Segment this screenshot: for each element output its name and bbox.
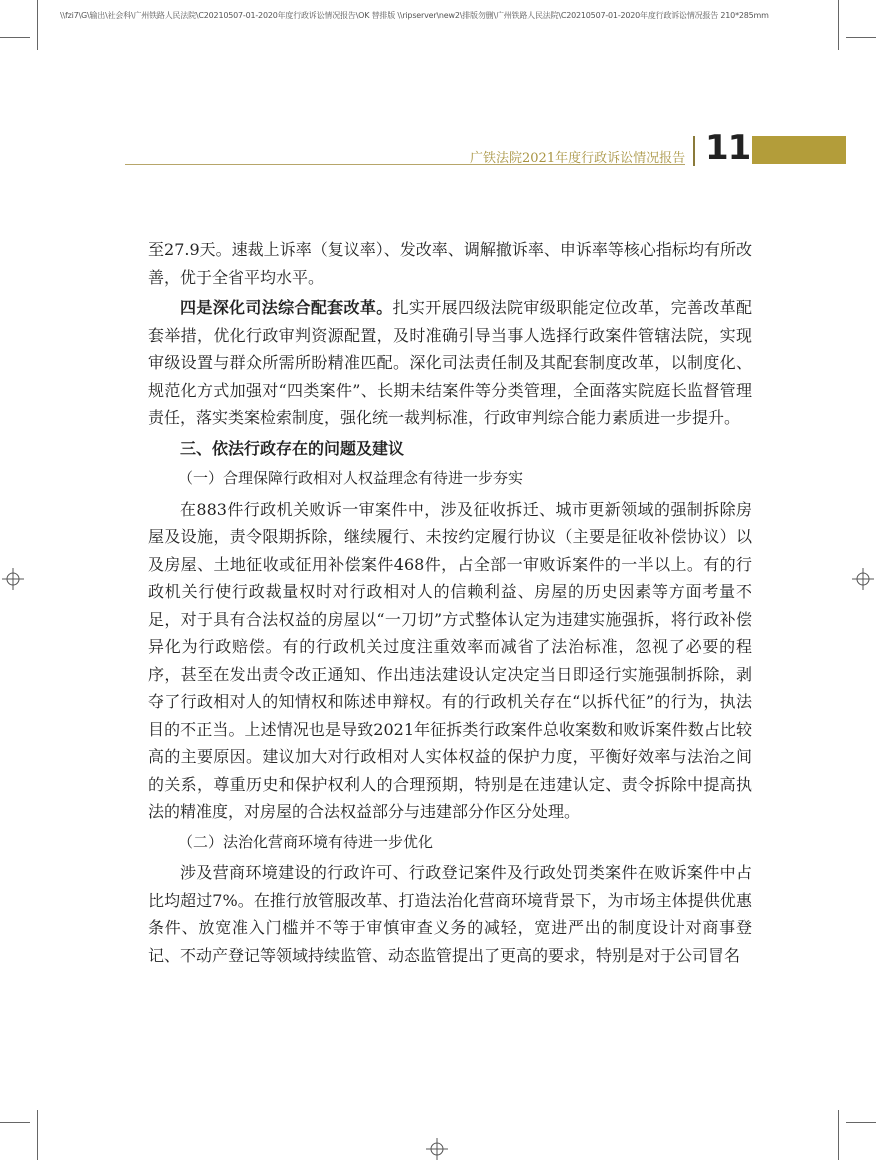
crop-mark [37, 0, 38, 50]
registration-mark-icon [2, 568, 24, 590]
header-color-block [752, 136, 846, 164]
crop-mark [0, 1122, 30, 1123]
registration-mark-icon [852, 568, 874, 590]
header-divider [693, 136, 695, 166]
body-text [148, 236, 752, 972]
crop-mark [838, 1110, 839, 1160]
paragraph [148, 294, 752, 432]
section-heading: 三、依法行政存在的问题及建议 [180, 438, 405, 458]
paragraph-lead: 四是深化司法综合配套改革。 [180, 298, 393, 317]
print-slug-line: \\fzi7\G\输出\社会科\广州铁路人民法院\C20210507-01-2020年度行政诉讼情况报告\OK 替排版 \\ripserver\new2\排版勿删\广州铁路人民法院\C20210507-01-2020年度行政诉讼情况报告 210*285mm [60, 11, 769, 20]
registration-mark-icon [426, 1138, 448, 1160]
subsection-heading: （一）合理保障行政相对人权益理念有待进一步夯实 [178, 469, 524, 487]
paragraph-body: 扎实开展四级法院审级职能定位改革，完善改革配套举措，优化行政审判资源配置，及时准确引导当事人选择行政案件管辖法院，实现审级设置与群众所需所盼精准匹配。深化司法责任制及其配套制度改革，以制度化、规范化方式加强对“四类案件”、长期未结案件等分类管理，全面落实院庭长监督管理责任，落实类案检索制度，强化统一裁判标准，行政审判综合能力素质进一步提升。 [148, 298, 752, 427]
crop-mark [846, 37, 876, 38]
crop-mark [37, 1110, 38, 1160]
crop-mark [0, 37, 30, 38]
paragraph: 涉及营商环境建设的行政许可、行政登记案件及行政处罚类案件在败诉案件中占比均超过7%。在推行放管服改革、打造法治化营商环境背景下，为市场主体提供优惠条件、放宽准入门槛并不等于审慎审查义务的减轻，宽进严出的制度设计对商事登记、不动产登记等领域持续监管、动态监管提出了更高的要求，特别是对于公司冒名 [148, 863, 752, 965]
crop-mark [846, 1122, 876, 1123]
crop-mark [838, 0, 839, 50]
paragraph: 至27.9天。速裁上诉率（复议率）、发改率、调解撤诉率、申诉率等核心指标均有所改善，优于全省平均水平。 [148, 240, 752, 287]
page-number: 11 [705, 128, 751, 168]
paragraph: 在883件行政机关败诉一审案件中，涉及征收拆迁、城市更新领域的强制拆除房屋及设施，责令限期拆除，继续履行、未按约定履行协议（主要是征收补偿协议）以及房屋、土地征收或征用补偿案件468件，占全部一审败诉案件的一半以上。有的行政机关行使行政裁量权时对行政相对人的信赖利益、房屋的历史因素等方面考量不足，对于具有合法权益的房屋以“一刀切”方式整体认定为违建实施强拆，将行政补偿异化为行政赔偿。有的行政机关过度注重效率而减省了法治标准，忽视了必要的程序，甚至在发出责令改正通知、作出违法建设认定决定当日即迳行实施强制拆除，剥夺了行政相对人的知情权和陈述申辩权。有的行政机关存在“以拆代征”的行为，执法目的不正当。上述情况也是导致2021年征拆类行政案件总收案数和败诉案件数占比较高的主要原因。建议加大对行政相对人实体权益的保护力度，平衡好效率与法治之间的关系，尊重历史和保护权利人的合理预期，特别是在违建认定、责令拆除中提高执法的精准度，对房屋的合法权益部分与违建部分作区分处理。 [148, 499, 752, 821]
running-title: 广铁法院2021年度行政诉讼情况报告 [470, 151, 686, 166]
subsection-heading: （二）法治化营商环境有待进一步优化 [178, 832, 434, 851]
